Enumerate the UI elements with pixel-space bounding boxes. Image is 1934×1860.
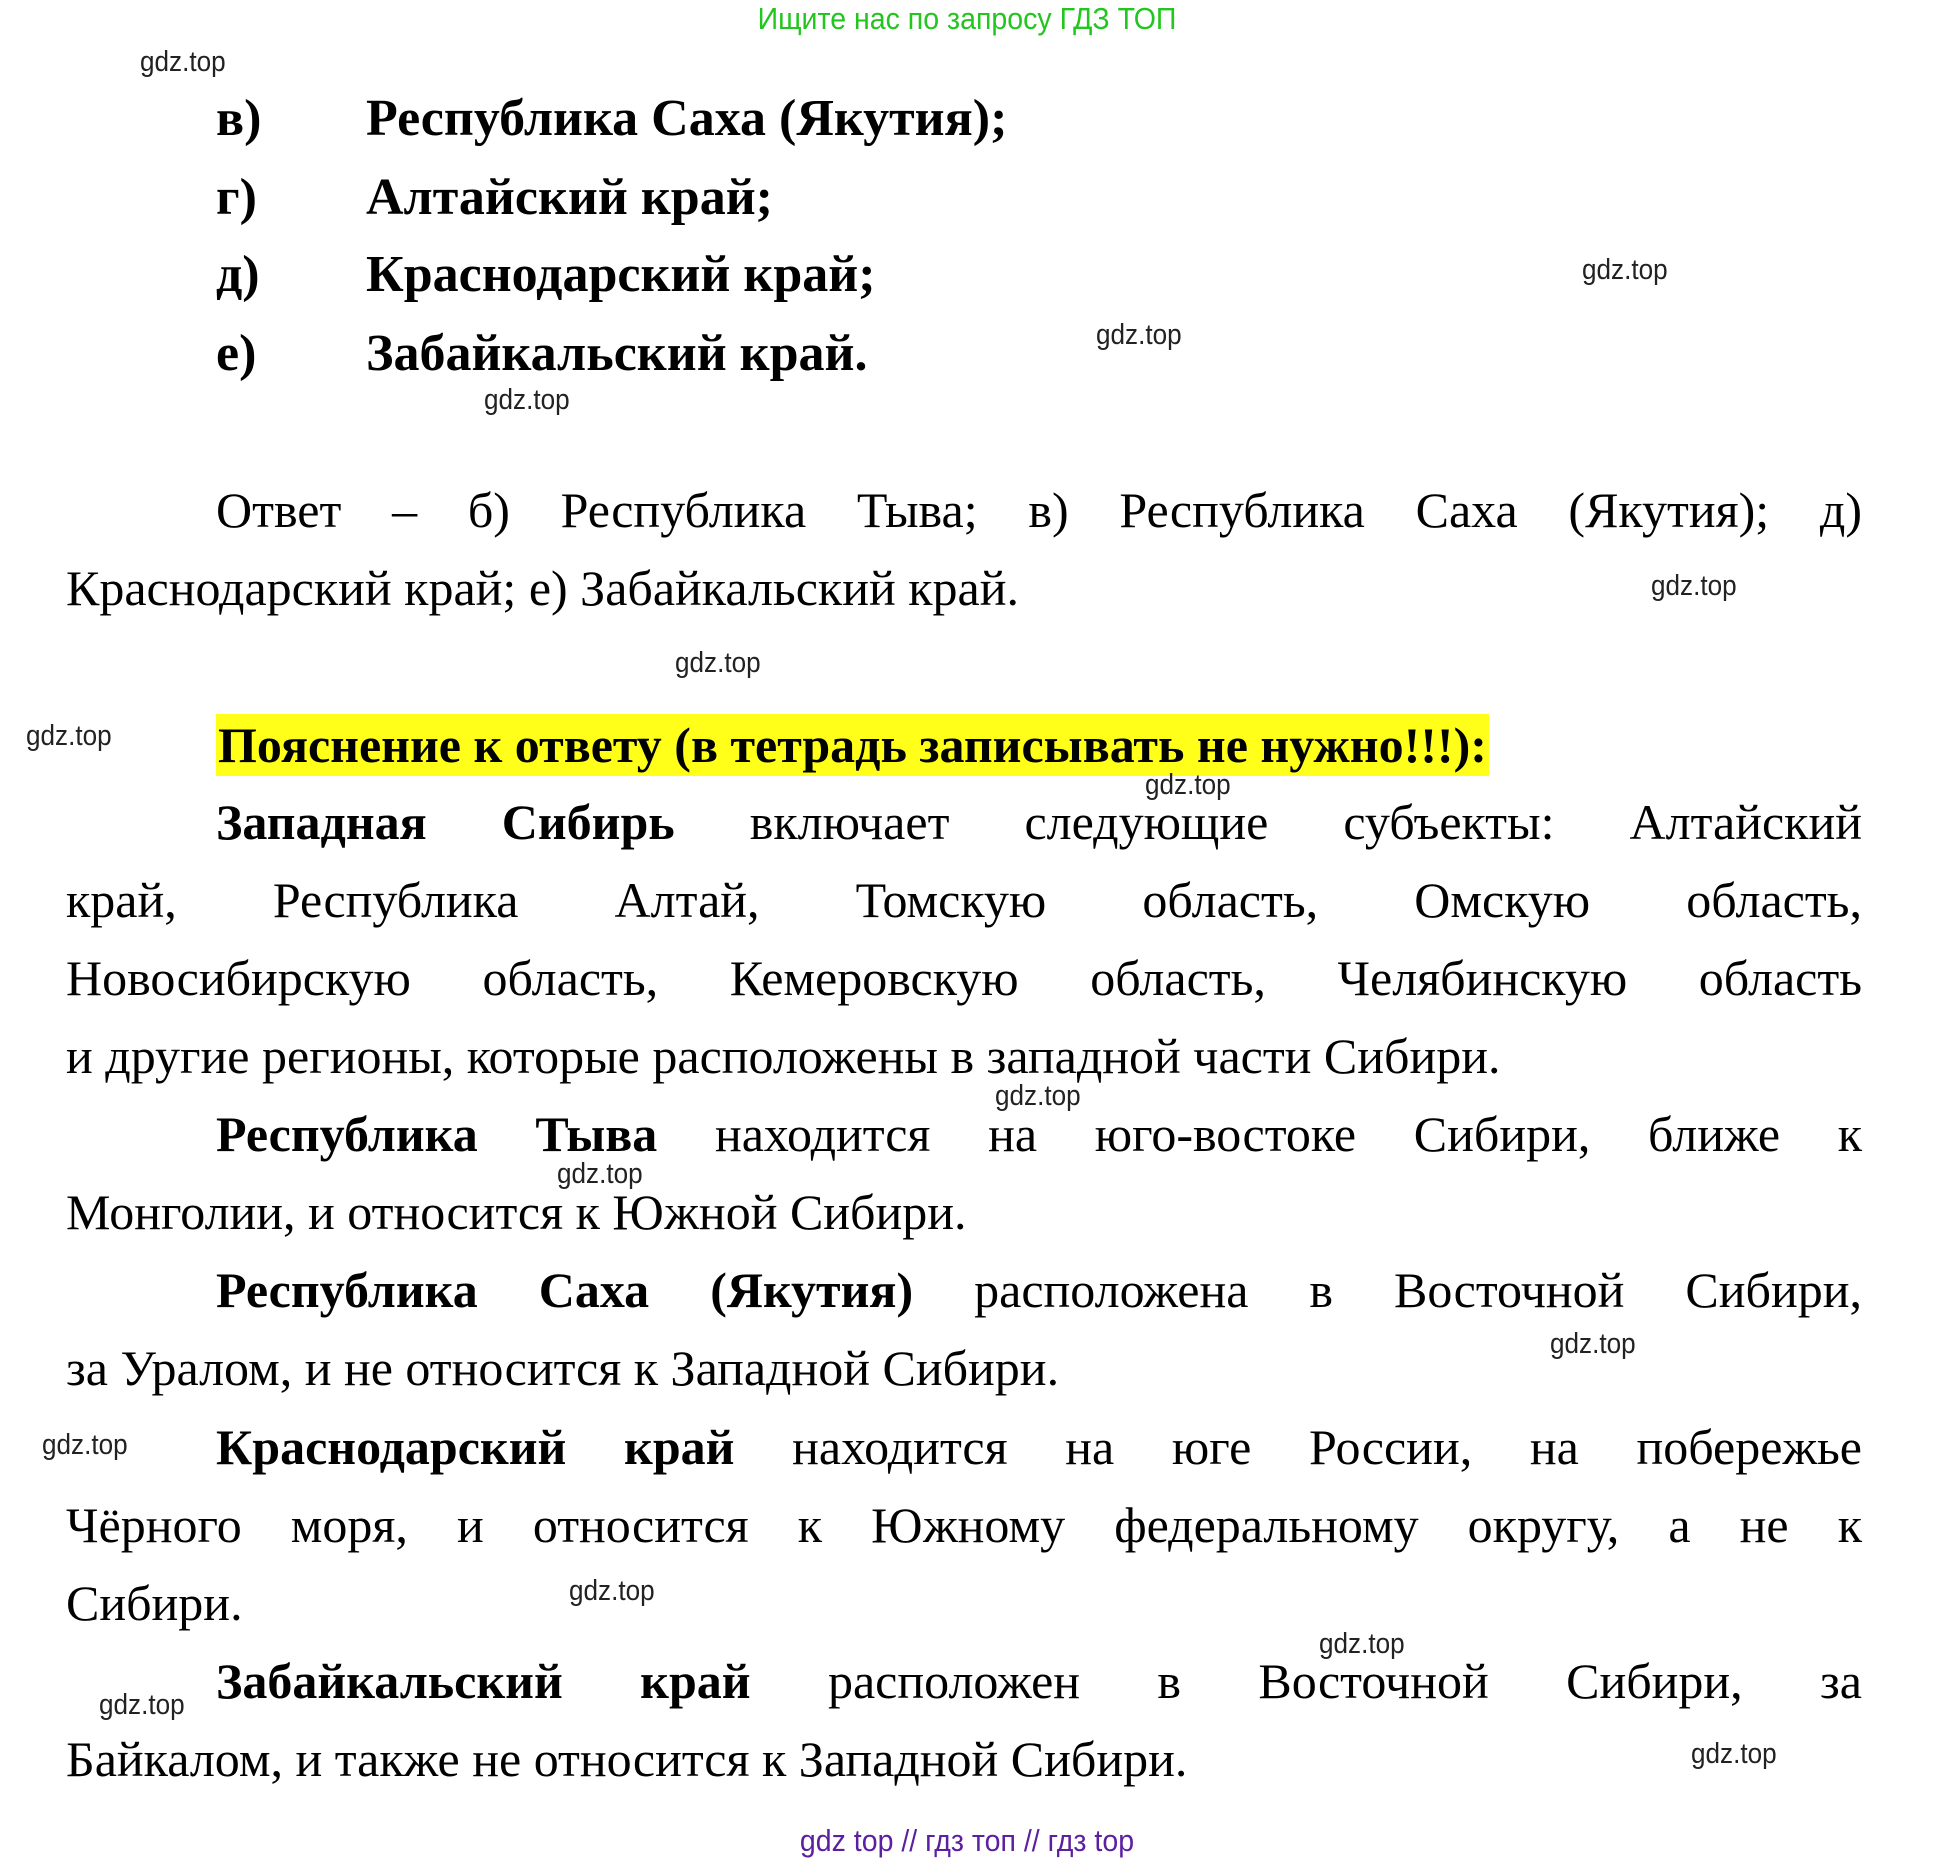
text-run: Чёрного моря, и относится к Южному федеральному округу, а не к — [66, 1497, 1862, 1553]
explanation-paragraph-line — [66, 1026, 1862, 1086]
bold-term: Забайкальский край — [216, 1653, 751, 1709]
option-letter: е) — [216, 325, 257, 382]
text-run: расположен в Восточной Сибири, за — [750, 1653, 1862, 1709]
gdz-watermark: gdz.top — [995, 1080, 1081, 1112]
gdz-watermark: gdz.top — [569, 1575, 655, 1607]
text-run: расположена в Восточной Сибири, — [913, 1262, 1862, 1318]
bold-term: Республика Саха (Якутия) — [216, 1262, 914, 1318]
gdz-watermark: gdz.top — [1096, 319, 1182, 351]
text-run: Краснодарский край; е) Забайкальский край. — [66, 560, 1019, 616]
answer-line — [216, 480, 1862, 540]
option-letter: в) — [216, 90, 262, 147]
gdz-watermark: gdz.top — [484, 384, 570, 416]
answer-option — [216, 324, 868, 384]
text-run: Новосибирскую область, Кемеровскую область, Челябинскую область — [66, 950, 1862, 1006]
explanation-paragraph-line — [216, 792, 1862, 852]
gdz-watermark: gdz.top — [1582, 254, 1668, 286]
option-text: Краснодарский край; — [366, 246, 876, 303]
bold-term: Республика Тыва — [216, 1106, 658, 1162]
gdz-watermark: gdz.top — [557, 1158, 643, 1190]
text-run: край, Республика Алтай, Томскую область, Омскую область, — [66, 872, 1862, 928]
answer-option — [216, 89, 1007, 149]
text-run: Ответ – б) Республика Тыва; в) Республика Саха (Якутия); д) — [216, 482, 1862, 538]
explanation-paragraph-line — [66, 1495, 1862, 1555]
text-run: и другие регионы, которые расположены в западной части Сибири. — [66, 1028, 1501, 1084]
text-run: находится на юге России, на побережье — [734, 1419, 1862, 1475]
footer-watermark: gdz top // гдз топ // гдз top — [799, 1823, 1135, 1858]
gdz-watermark: gdz.top — [675, 647, 761, 679]
answer-option — [216, 245, 876, 305]
explanation-paragraph-line — [66, 1182, 1862, 1242]
answer-option — [216, 168, 773, 228]
gdz-watermark: gdz.top — [99, 1689, 185, 1721]
gdz-watermark: gdz.top — [1691, 1738, 1777, 1770]
gdz-watermark: gdz.top — [1651, 570, 1737, 602]
text-run: Монголии, и относится к Южной Сибири. — [66, 1184, 967, 1240]
gdz-watermark: gdz.top — [1319, 1628, 1405, 1660]
explanation-paragraph-line — [216, 1651, 1862, 1711]
explanation-paragraph-line — [216, 1417, 1862, 1477]
explanation-paragraph-line — [66, 870, 1862, 930]
text-run: Сибири. — [66, 1575, 243, 1631]
option-text: Забайкальский край. — [366, 325, 868, 382]
explanation-paragraph-line — [66, 1729, 1862, 1789]
gdz-watermark: gdz.top — [26, 720, 112, 752]
explanation-paragraph-line — [216, 1260, 1862, 1320]
option-text: Алтайский край; — [366, 169, 773, 226]
explanation-paragraph-line — [66, 948, 1862, 1008]
bold-term: Западная Сибирь — [216, 794, 675, 850]
option-letter: г) — [216, 169, 257, 226]
gdz-watermark: gdz.top — [1145, 769, 1231, 801]
explanation-heading: Пояснение к ответу (в тетрадь записывать не нужно!!!): — [216, 714, 1489, 776]
option-letter: д) — [216, 246, 260, 303]
search-banner: Ищите нас по запросу ГДЗ ТОП — [757, 1, 1177, 36]
gdz-watermark: gdz.top — [1550, 1328, 1636, 1360]
text-run: Байкалом, и также не относится к Западной Сибири. — [66, 1731, 1188, 1787]
gdz-watermark: gdz.top — [42, 1429, 128, 1461]
text-run: включает следующие субъекты: Алтайский — [674, 794, 1862, 850]
bold-term: Краснодарский край — [216, 1419, 735, 1475]
answer-line — [66, 558, 1862, 618]
text-run: за Уралом, и не относится к Западной Сибири. — [66, 1340, 1060, 1396]
text-run: находится на юго-востоке Сибири, ближе к — [657, 1106, 1862, 1162]
explanation-paragraph-line — [216, 1104, 1862, 1164]
option-text: Республика Саха (Якутия); — [366, 90, 1008, 147]
explanation-paragraph-line — [66, 1573, 1862, 1633]
gdz-watermark: gdz.top — [140, 46, 226, 78]
